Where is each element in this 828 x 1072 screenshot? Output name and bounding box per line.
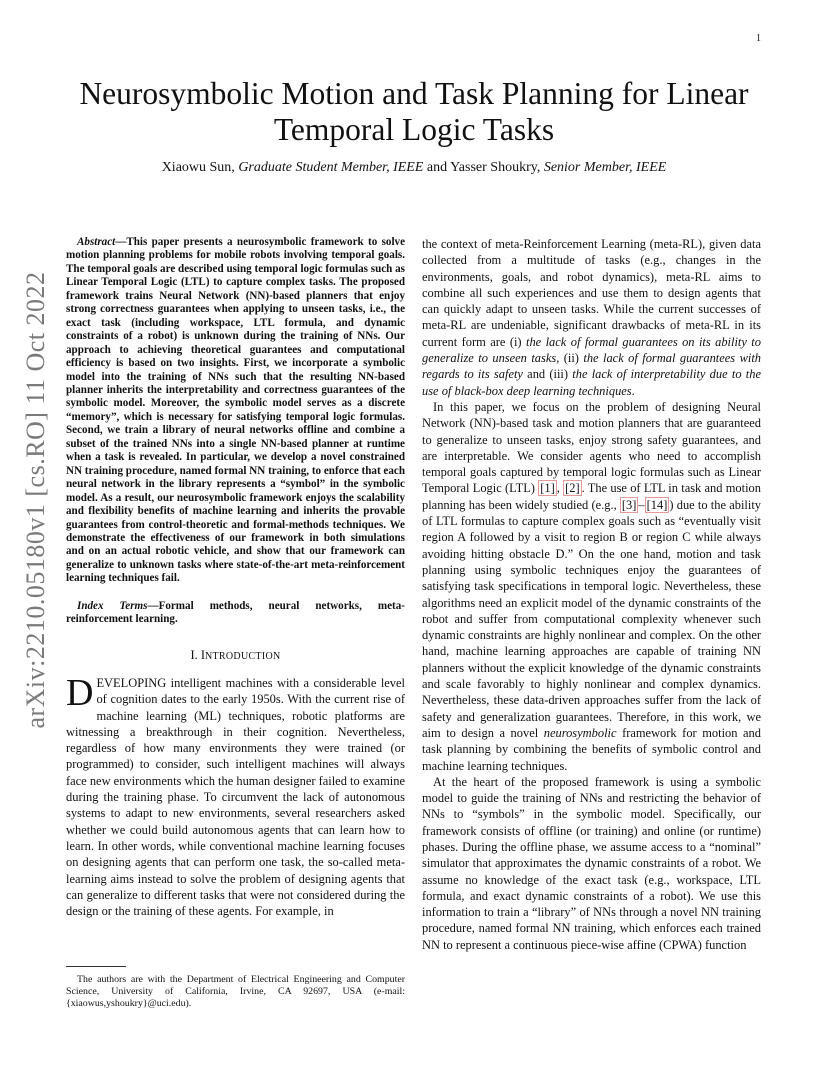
emphasis-safety: the lack of formal guarantees with regards to its safety [422, 351, 761, 382]
text-run: the context of meta-Reinforcement Learning (meta-RL), given data collected from a multitude of tasks (e.g., changes in the environments, goals, and robot dynamics), meta-RL aims to combine all such experiences and use them to design agents that can quickly adapt to unseen tasks. While the current successes of meta-RL are undeniable, significant drawbacks of meta-RL in its current form are (i) [422, 237, 761, 349]
citation-link-3[interactable]: [3] [621, 497, 637, 512]
abstract-label: Abstract [77, 236, 116, 248]
arxiv-identifier-stamp: arXiv:2210.05180v1 [cs.RO] 11 Oct 2022 [21, 271, 50, 729]
author1-role: Graduate Student Member, IEEE [238, 160, 424, 175]
right-paragraph-2 [422, 399, 761, 774]
right-paragraph-1 [422, 236, 761, 399]
emphasis-interpretability: the lack of interpretability due to the use of black-box deep learning techniques [422, 367, 761, 398]
section-title-rest: NTRODUCTION [205, 650, 281, 662]
section-heading-introduction [66, 647, 405, 665]
index-terms-label: Index Terms [77, 599, 148, 612]
intro-paragraph-1 [66, 671, 405, 919]
page-number: 1 [756, 33, 761, 44]
right-paragraph-3: At the heart of the proposed framework is using a symbolic model to guide the training of NNs and restricting the behavior of NNs to “symbols” in the symbolic model. Specifically, our framework consists of offline (or training) and online (or runtime) phases. During the offline phase, we assume access to a “nominal” simulator that approximates the dynamic constraints of a robot. We assume no knowledge of the exact task (e.g., workspace, LTL formula, and exact dynamic constraints of a robot). We use this information to train a “library” of NNs through a novel NN training procedure, named formal NN training, which enforces each trained NN to represent a continuous piece-wise affine (CPWA) function [422, 774, 761, 952]
section-first-letter: I [200, 647, 205, 662]
right-column [422, 236, 761, 953]
drop-cap: D [66, 671, 94, 714]
footnote-rule [66, 966, 126, 967]
text-run: . The use of LTL in task and motion planning has been widely studied (e.g., [422, 481, 761, 512]
text-run: and (iii) [522, 367, 573, 382]
author2-role: Senior Member, IEEE [543, 160, 667, 175]
author-connector: and Yasser Shoukry, [423, 160, 544, 175]
citation-link-1[interactable]: [1] [540, 481, 555, 496]
citation-link-2[interactable]: [2] [565, 481, 580, 496]
text-run: In this paper, we focus on the problem of designing Neural Network (NN)-based task and motion planners that are guaranteed to generalize to unseen tasks, enjoy strong safety guarantees, and are interpretable. We consider agents who need to accomplish temporal goals captured by temporal logic formulas such as Linear Temporal Logic (LTL) [422, 399, 761, 496]
author1-name: Xiaowu Sun, [161, 160, 239, 175]
text-run: , [556, 481, 564, 496]
abstract-text: —This paper presents a neurosymbolic framework to solve motion planning problems for mobile robots involving temporal goals. The temporal goals are described using temporal logic formulas such as Linear Temporal Logic (LTL) to capture complex tasks. The proposed framework trains Neural Network (NN)-based planners that enjoy strong correctness guarantees when applying to unseen tasks, i.e., the exact task (including workspace, LTL formula, and dynamic constraints of a robot) is unknown during the training of NNs. Our approach to achieving theoretical guarantees and computational efficiency is based on two insights. First, we incorporate a symbolic model into the training of NNs such that the resulting NN-based planner inherits the interpretability and correctness guarantees of the symbolic model. Moreover, the symbolic model serves as a discrete “memory”, which is necessary for satisfying temporal logic formulas. Second, we train a library of neural networks offline and combine a subset of the trained NNs into a single NN-based planner at runtime when a task is revealed. In particular, we develop a novel constrained NN training procedure, named formal NN training, to enforce that each neural network in the library represents a “symbol” in the symbolic model. As a result, our neurosymbolic framework enjoys the scalability and flexibility benefits of machine learning and inherits the provable guarantees from control-theoretic and formal-methods techniques. We demonstrate the effectiveness of our framework in both simulations and on an actual robotic vehicle, and show that our framework can generalize to unknown tasks where state-of-the-art meta-reinforcement learning techniques fail. [66, 236, 405, 585]
citation-link-14[interactable]: [14] [646, 497, 668, 512]
text-run: framework for motion and task planning by combining the benefits of symbolic control and machine learning techniques. [422, 725, 761, 773]
paper-title: Neurosymbolic Motion and Task Planning for Linear Temporal Logic Tasks [79, 76, 749, 147]
text-run: , (ii) [556, 351, 584, 366]
abstract [66, 236, 405, 586]
author-line [66, 160, 762, 176]
section-numeral: I. [190, 647, 201, 662]
text-run: – [638, 497, 645, 512]
index-terms [66, 600, 405, 627]
emphasis-generalization: the lack of formal guarantees on its ability to generalize to unseen tasks [422, 334, 761, 366]
text-run: ) due to the ability of LTL formulas to capture complex goals such as “eventually visit region A followed by a visit to region B or region C while always avoiding hitting obstacle D.” On the one hand, motion and task planning using symbolic techniques enjoy the guarantees of satisfying task specifications in temporal logic. Nevertheless, these algorithms need an explicit model of the dynamic constraints of the robot and suffer from computational complexity whenever such dynamic constraints are highly nonlinear and complex. On the other hand, machine learning approaches are capable of training NN planners without the explicit knowledge of the dynamic constraints and scale favorably to highly nonlinear and complex dynamics. Nevertheless, these data-driven approaches suffer from the lack of safety and generalization guarantees. Therefore, in this work, we aim to design a novel [422, 497, 762, 740]
left-column [66, 236, 405, 919]
intro-paragraph-1-text: EVELOPING intelligent machines with a considerable level of cognition dates to the early 1950s. With the current rise of machine learning (ML) techniques, robotic platforms are witnessing a breakthrough in their cognition. Nevertheless, regardless of how many environments they were trained (or programmed) to consider, such intelligent machines will always face new environments which the human designer failed to examine during the training phase. To circumvent the lack of autonomous systems to adapt to new environments, several researchers asked whether we could build autonomous agents that can learn how to learn. In other words, while conventional machine learning focuses on designing agents that can perform one task, the so-called meta-learning aims instead to solve the problem of designing agents that can generalize to different tasks that were not considered during the design or the training of these agents. For example, in [66, 675, 405, 919]
emphasis-neurosymbolic: neurosymbolic [543, 725, 617, 740]
index-terms-text: —Formal methods, neural networks, meta-reinforcement learning. [66, 599, 405, 626]
author-affiliation-footnote: The authors are with the Department of Electrical Engineering and Computer Science, University of California, Irvine, CA 92697, USA (e-mail: {xiaowus,yshoukry}@uci.edu). [66, 974, 405, 1010]
text-run: . [631, 383, 635, 398]
